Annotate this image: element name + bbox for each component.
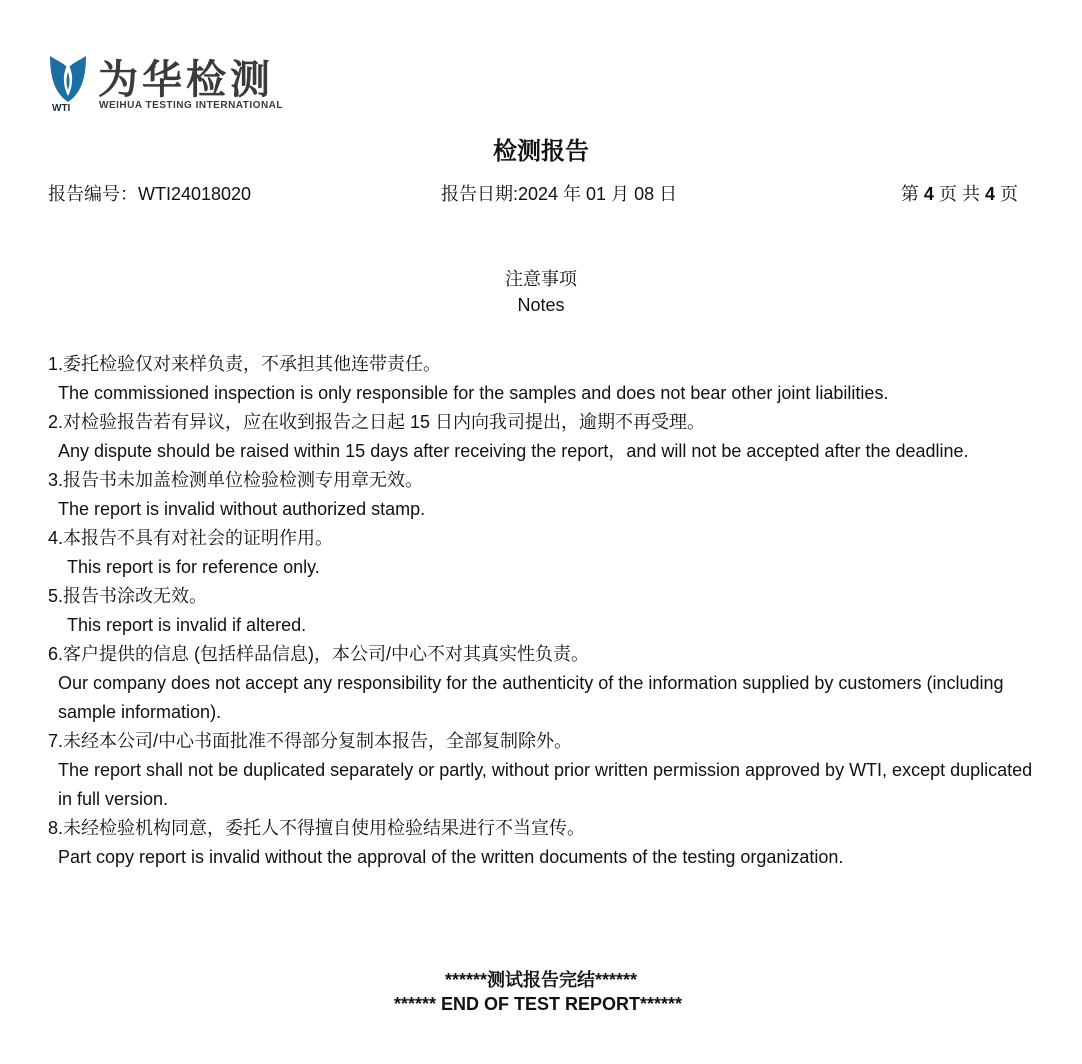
end-of-report-cn: ******测试报告完结****** bbox=[444, 970, 638, 990]
logo-name-en: WEIHUA TESTING INTERNATIONAL bbox=[99, 100, 283, 111]
note-en: Part copy report is invalid without the approval of the written documents of the testing organization. bbox=[58, 847, 844, 867]
end-of-report-en: ****** END OF TEST REPORT****** bbox=[393, 994, 683, 1014]
note-cn: 7.未经本公司/中心书面批准不得部分复制本报告，全部复制除外。 bbox=[48, 731, 573, 751]
note-cn: 8.未经检验机构同意，委托人不得擅自使用检验结果进行不当宣传。 bbox=[48, 818, 586, 838]
page-prefix: 第 bbox=[900, 184, 919, 204]
note-en: This report is invalid if altered. bbox=[67, 615, 307, 635]
note-cn: 3.报告书未加盖检测单位检验检测专用章无效。 bbox=[48, 470, 424, 490]
page-current: 4 bbox=[923, 184, 934, 204]
notes-heading-cn: 注意事项 bbox=[505, 269, 577, 289]
note-en: Our company does not accept any responsibility for the authenticity of the information supplied by customers (including sample information). bbox=[58, 673, 1004, 722]
note-cn: 4.本报告不具有对社会的证明作用。 bbox=[48, 528, 334, 548]
note-cn: 5.报告书涂改无效。 bbox=[48, 586, 208, 606]
page-indicator bbox=[901, 180, 1018, 206]
report-title: 检测报告 bbox=[493, 137, 589, 165]
note-en: The commissioned inspection is only responsible for the samples and does not bear other joint liabilities. bbox=[58, 383, 889, 403]
note-en: The report shall not be duplicated separately or partly, without prior written permission approved by WTI, except duplicated in full version. bbox=[58, 760, 1033, 809]
report-number-value: WTI24018020 bbox=[138, 184, 252, 204]
notes-heading-en: Notes bbox=[517, 295, 565, 315]
page-mid: 页 共 bbox=[938, 184, 980, 204]
note-en: This report is for reference only. bbox=[67, 557, 320, 577]
note-cn: 2.对检验报告若有异议，应在收到报告之日起 15 日内向我司提出，逾期不再受理。 bbox=[48, 412, 706, 432]
report-date: 报告日期:2024 年 01 月 08 日 bbox=[441, 184, 678, 204]
notes-list bbox=[48, 350, 1038, 872]
page-total: 4 bbox=[984, 184, 995, 204]
note-en: The report is invalid without authorized stamp. bbox=[58, 499, 426, 519]
company-logo bbox=[46, 50, 306, 116]
note-en: Any dispute should be raised within 15 days after receiving the report，and will not be accepted after the deadline. bbox=[58, 441, 969, 461]
report-number-label: 报告编号： bbox=[48, 184, 138, 204]
logo-name-cn: 为华检测 bbox=[98, 57, 274, 103]
note-cn: 1.委托检验仅对来样负责，不承担其他连带责任。 bbox=[48, 354, 442, 374]
note-cn: 6.客户提供的信息 (包括样品信息)，本公司/中心不对其真实性负责。 bbox=[48, 644, 589, 664]
report-number bbox=[48, 180, 251, 206]
logo-abbreviation: WTI bbox=[52, 103, 71, 114]
page-suffix: 页 bbox=[1000, 184, 1018, 204]
